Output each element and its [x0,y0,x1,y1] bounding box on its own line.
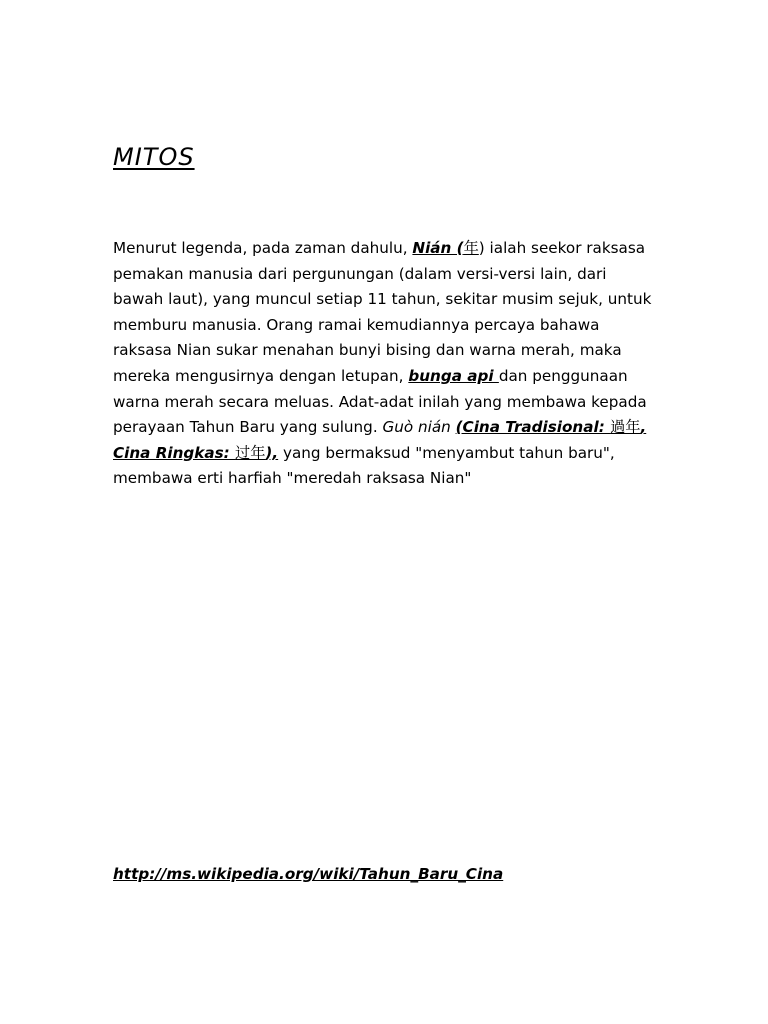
source-url-link[interactable]: http://ms.wikipedia.org/wiki/Tahun_Baru_Cina [113,865,504,883]
cina-tradisional-label: (Cina Tradisional: [455,418,611,437]
paragraph-text: Menurut legenda, pada zaman dahulu, [113,239,413,257]
paragraph-text: dan penggunaan warna merah secara meluas. Adat-adat inilah yang membawa kepada perayaan Tahun Baru yang sulung. [113,366,647,437]
paragraph-text: ) ialah seekor raksasa pemakan manusia dari pergunungan (dalam versi-versi lain, dari bawah laut), yang muncul setiap 11 tahun, sekitar musim sejuk, untuk memburu manusia. Orang ramai kemudiannya percaya bahawa raksasa Nian sukar menahan bunyi bising dan warna merah, maka mereka mengusirnya dengan letupan, [113,239,652,385]
paragraph-text: yang bermaksud "menyambut tahun baru", membawa erti harfiah "meredah raksasa Nian" [113,443,615,488]
guo-nian-term: Guò nián [382,418,451,437]
nian-cjk-text: 年 [463,239,479,257]
page-title: MITOS [113,143,195,171]
simplified-cjk-text: 过年 [235,443,266,462]
cina-ringkas-label: , Cina Ringkas: [113,418,647,462]
nian-link[interactable] [412,239,478,257]
bunga-api-link[interactable]: bunga api [408,366,499,385]
close-paren-label: ), [265,443,279,462]
traditional-cjk-text: 過年 [610,418,641,437]
body-paragraph [113,236,658,492]
nian-link-label: Nián ( [412,239,464,257]
